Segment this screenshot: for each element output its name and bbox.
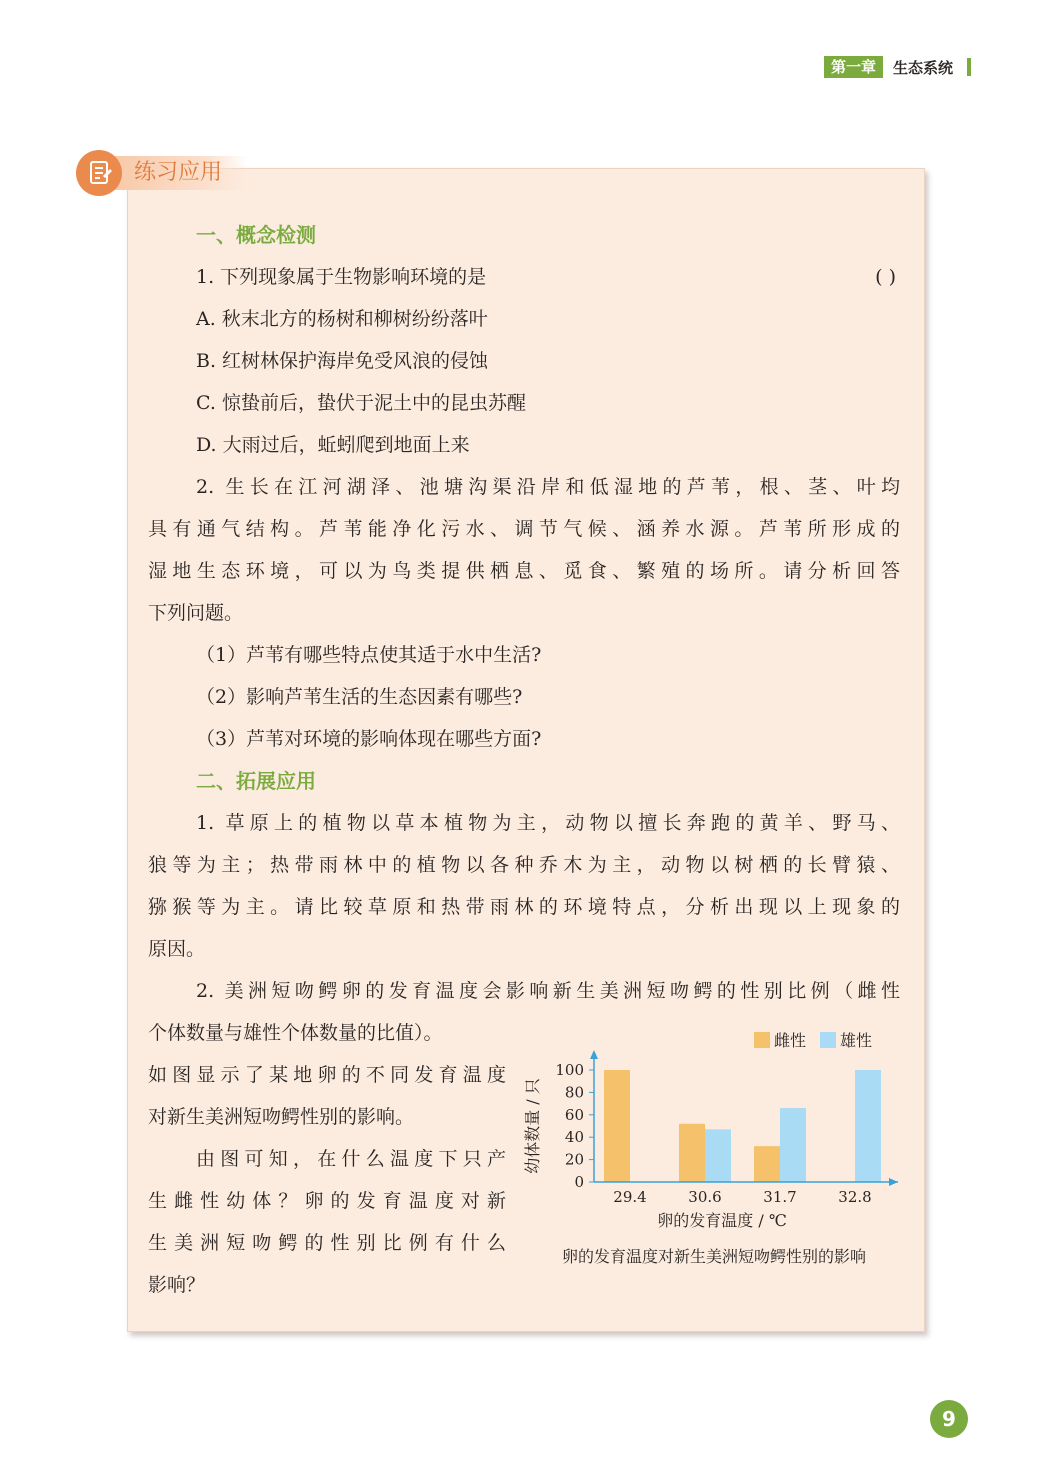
worksheet-icon: [85, 159, 113, 187]
extension-q2-line: 影响？: [148, 1274, 206, 1296]
section-title-extension: 二、拓展应用: [196, 769, 316, 793]
option-b: B. 红树林保护海岸免受风浪的侵蚀: [196, 350, 489, 372]
extension-q1-line: 狼等为主；热带雨林中的植物以各种乔木为主，动物以树栖的长臂猿、: [148, 854, 900, 876]
y-axis-label: 幼体数量 / 只: [523, 1078, 542, 1174]
legend-label: 雄性: [840, 1031, 873, 1050]
header-bar-decoration: [967, 58, 971, 76]
x-tick-label: 32.8: [838, 1188, 872, 1206]
extension-q1-line: 1. 草原上的植物以草本植物为主，动物以擅长奔跑的黄羊、野马、: [196, 812, 900, 834]
bar: [679, 1124, 705, 1182]
page-number: 9: [942, 1407, 956, 1431]
y-tick-label: 80: [564, 1083, 584, 1102]
y-tick-label: 40: [564, 1128, 584, 1147]
y-axis-arrow: [590, 1050, 598, 1059]
extension-q2-body: [148, 1012, 506, 1306]
extension-q2-line: 如图显示了某地卵的不同发育温度: [148, 1064, 506, 1086]
sub-question-1: （1）芦苇有哪些特点使其适于水中生活?: [196, 644, 542, 666]
exercise-badge: [76, 150, 248, 196]
question-2-line: 下列问题。: [148, 602, 244, 624]
x-tick-label: 30.6: [688, 1188, 722, 1206]
bar: [705, 1129, 731, 1182]
chapter-title: 生态系统: [892, 58, 953, 77]
legend-swatch: [754, 1032, 770, 1048]
extension-q2-line: 生雌性幼体？卵的发育温度对新: [148, 1190, 506, 1212]
question-2-line: 具有通气结构。芦苇能净化污水、调节气候、涵养水源。芦苇所形成的: [148, 518, 900, 540]
sub-question-2: （2）影响芦苇生活的生态因素有哪些?: [196, 686, 523, 708]
question-2-line: 湿地生态环境，可以为鸟类提供栖息、觅食、繁殖的场所。请分析回答: [148, 560, 900, 582]
bar: [754, 1146, 780, 1182]
y-tick-label: 100: [555, 1061, 584, 1079]
chapter-tag: 第一章: [824, 56, 883, 78]
bar: [855, 1070, 881, 1182]
answer-blank: ( ): [875, 266, 896, 288]
y-tick-label: 0: [574, 1173, 584, 1191]
chapter-header: [824, 56, 971, 78]
extension-q2-line: 个体数量与雄性个体数量的比值）。: [148, 1022, 443, 1044]
question-1-text: 1. 下列现象属于生物影响环境的是: [196, 266, 487, 288]
option-d: D. 大雨过后，蚯蚓爬到地面上来: [196, 434, 470, 456]
option-a: A. 秋末北方的杨树和柳树纷纷落叶: [196, 308, 488, 330]
sex-ratio-chart: [522, 1022, 906, 1274]
legend-label: 雌性: [774, 1031, 807, 1050]
bar-chart-svg: [522, 1022, 906, 1274]
badge-label: 练习应用: [110, 156, 248, 190]
x-axis-label: 卵的发育温度 / ℃: [657, 1211, 787, 1230]
bar: [780, 1108, 806, 1182]
bar: [604, 1070, 630, 1182]
extension-q1-line: 猕猴等为主。请比较草原和热带雨林的环境特点，分析出现以上现象的: [148, 896, 900, 918]
section-title-concept-check: 一、概念检测: [196, 223, 316, 247]
y-tick-label: 20: [564, 1150, 584, 1169]
extension-q1-line: 原因。: [148, 938, 206, 960]
extension-q2-line: 生美洲短吻鳄的性别比例有什么: [148, 1232, 506, 1254]
page-number-badge: [929, 1399, 969, 1439]
x-axis-arrow: [889, 1178, 898, 1186]
chart-caption: 卵的发育温度对新生美洲短吻鳄性别的影响: [561, 1247, 867, 1266]
sub-question-3: （3）芦苇对环境的影响体现在哪些方面?: [196, 728, 542, 750]
x-tick-label: 31.7: [763, 1188, 797, 1206]
badge-circle: [76, 150, 122, 196]
x-tick-label: 29.4: [613, 1188, 647, 1206]
legend-swatch: [820, 1032, 836, 1048]
y-tick-label: 60: [564, 1105, 584, 1124]
extension-q2-line: 对新生美洲短吻鳄性别的影响。: [148, 1106, 415, 1128]
extension-q2-line: 2. 美洲短吻鳄卵的发育温度会影响新生美洲短吻鳄的性别比例（雌性: [196, 980, 900, 1002]
question-1-stem: [148, 256, 900, 298]
extension-q2-line: 由图可知，在什么温度下只产: [196, 1148, 506, 1170]
question-2-line: 2. 生长在江河湖泽、池塘沟渠沿岸和低湿地的芦苇，根、茎、叶均: [196, 476, 900, 498]
option-c: C. 惊蛰前后，蛰伏于泥土中的昆虫苏醒: [196, 392, 526, 414]
